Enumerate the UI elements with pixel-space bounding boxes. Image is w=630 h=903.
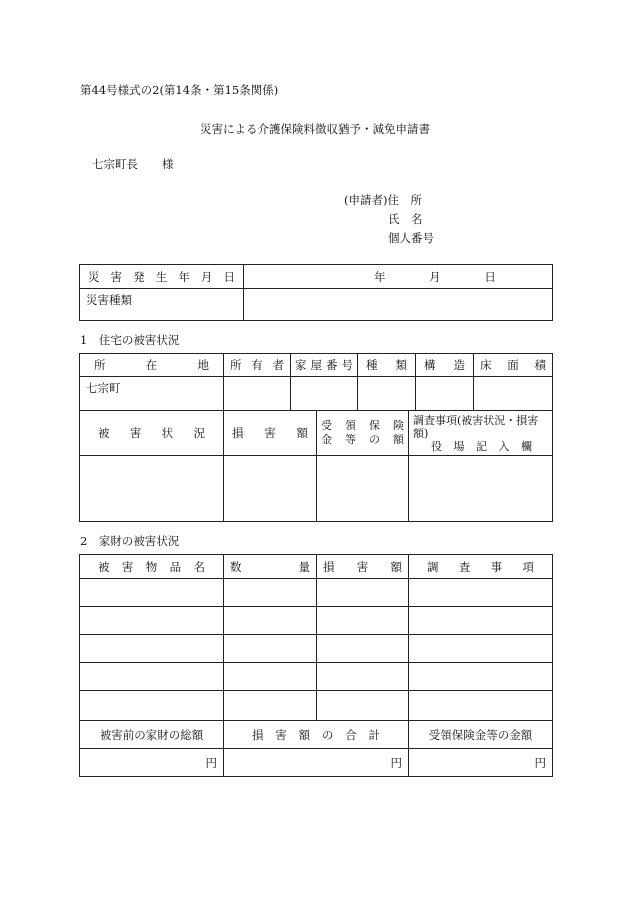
survey-field[interactable] xyxy=(409,456,553,522)
item-name-field[interactable] xyxy=(80,663,224,691)
applicant-id-label: 個人番号 xyxy=(388,231,434,245)
addressee-name: 七宗町長 xyxy=(92,157,138,171)
header-pre-damage-total: 被害前の家財の総額 xyxy=(80,721,224,749)
header-insurance-total: 受領保険金等の金額 xyxy=(409,721,553,749)
header-damage-amount: 損害額 xyxy=(224,411,317,456)
quantity-field[interactable] xyxy=(224,663,317,691)
table-row xyxy=(80,607,553,635)
house-number-field[interactable] xyxy=(291,377,358,411)
quantity-field[interactable] xyxy=(224,607,317,635)
item-name-field[interactable] xyxy=(80,691,224,721)
header-insurance-line1: 受領保険 xyxy=(321,419,404,432)
header-survey-line3: 役場記入欄 xyxy=(431,439,532,453)
header-owner: 所有者 xyxy=(224,354,291,377)
structure-field[interactable] xyxy=(416,377,474,411)
survey-item-field[interactable] xyxy=(409,691,553,721)
quantity-field[interactable] xyxy=(224,691,317,721)
item-name-field[interactable] xyxy=(80,635,224,663)
loss-amount-field[interactable] xyxy=(317,663,409,691)
header-survey-line2: 額) xyxy=(413,426,429,440)
loss-amount-field[interactable] xyxy=(317,691,409,721)
header-survey xyxy=(409,411,553,456)
totals-table xyxy=(79,720,553,777)
yen-label: 円 xyxy=(534,755,546,770)
owner-field[interactable] xyxy=(224,377,291,411)
house-damage-table xyxy=(79,410,553,522)
survey-item-field[interactable] xyxy=(409,663,553,691)
header-quantity: 数量 xyxy=(224,555,317,579)
header-loss-amount: 損害額 xyxy=(317,555,409,579)
header-location: 所在地 xyxy=(80,354,224,377)
disaster-type-label: 災害種類 xyxy=(80,289,244,321)
loss-total-field[interactable] xyxy=(224,749,409,777)
header-structure: 構造 xyxy=(416,354,474,377)
year-label: 年 xyxy=(374,269,386,284)
disaster-info-table xyxy=(79,264,553,321)
disaster-type-field[interactable] xyxy=(244,289,553,321)
survey-item-field[interactable] xyxy=(409,579,553,607)
yen-label: 円 xyxy=(390,755,402,770)
loss-amount-field[interactable] xyxy=(317,579,409,607)
household-goods-table xyxy=(79,554,553,721)
item-name-field[interactable] xyxy=(80,607,224,635)
table-row xyxy=(80,663,553,691)
quantity-field[interactable] xyxy=(224,579,317,607)
applicant-name-label: 氏 名 xyxy=(388,212,423,226)
disaster-date-label: 災害発生年月日 xyxy=(80,265,244,289)
table-row xyxy=(80,635,553,663)
month-label: 月 xyxy=(429,269,441,284)
addressee xyxy=(92,156,174,172)
pre-damage-total-field[interactable] xyxy=(80,749,224,777)
loss-amount-field[interactable] xyxy=(317,635,409,663)
house-info-table xyxy=(79,353,553,411)
header-damage-status: 被害状況 xyxy=(80,411,224,456)
header-item-name: 被害物品名 xyxy=(80,555,224,579)
header-house-number: 家屋番号 xyxy=(291,354,358,377)
applicant-address-label: (申請者)住 所 xyxy=(344,193,422,207)
survey-item-field[interactable] xyxy=(409,607,553,635)
insurance-total-field[interactable] xyxy=(409,749,553,777)
form-number: 第44号様式の2(第14条・第15条関係) xyxy=(80,83,279,97)
location-field[interactable]: 七宗町 xyxy=(80,377,224,411)
damage-status-field[interactable] xyxy=(80,456,224,522)
header-insurance-line2: 金等の額 xyxy=(321,433,404,446)
table-row xyxy=(80,691,553,721)
item-name-field[interactable] xyxy=(80,579,224,607)
day-label: 日 xyxy=(484,269,496,284)
yen-label: 円 xyxy=(205,755,217,770)
kind-field[interactable] xyxy=(358,377,416,411)
header-kind: 種類 xyxy=(358,354,416,377)
floor-area-field[interactable] xyxy=(474,377,553,411)
document-title: 災害による介護保険料徴収猶予・減免申請書 xyxy=(200,122,430,136)
header-survey-line1: 調査事項(被害状況・損害 xyxy=(413,413,539,427)
quantity-field[interactable] xyxy=(224,635,317,663)
table-row xyxy=(80,579,553,607)
insurance-field[interactable] xyxy=(317,456,409,522)
loss-amount-field[interactable] xyxy=(317,607,409,635)
header-loss-total: 損害額の合計 xyxy=(224,721,409,749)
header-survey-items: 調査事項 xyxy=(409,555,553,579)
header-floor-area: 床面積 xyxy=(474,354,553,377)
damage-amount-field[interactable] xyxy=(224,456,317,522)
addressee-honorific: 様 xyxy=(162,157,174,171)
survey-item-field[interactable] xyxy=(409,635,553,663)
section1-title: 1 住宅の被害状況 xyxy=(80,333,180,347)
header-insurance xyxy=(317,411,409,456)
section2-title: 2 家財の被害状況 xyxy=(80,534,180,548)
disaster-date-field[interactable] xyxy=(244,265,553,289)
